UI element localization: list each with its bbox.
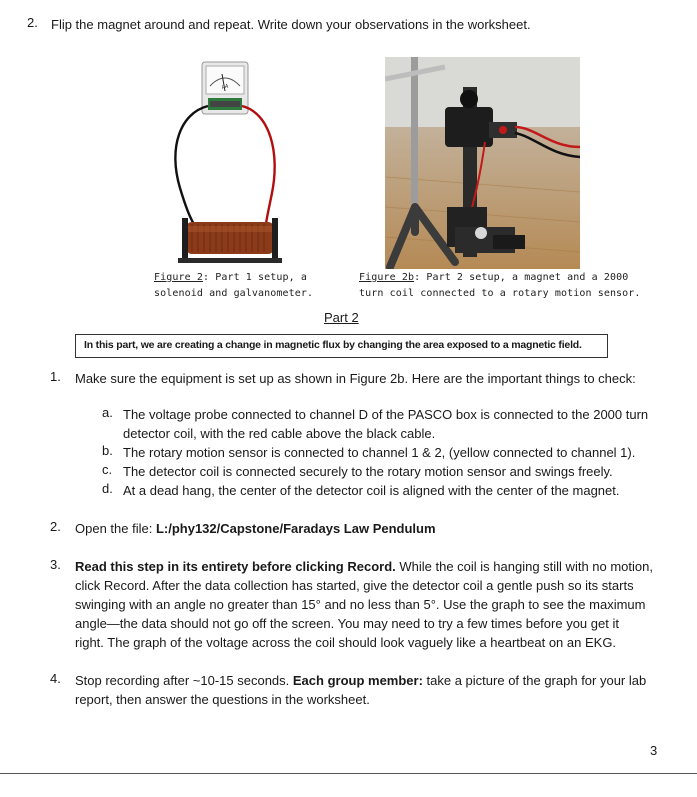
figure-part1-photo [150,58,290,265]
sublist-text: The detector coil is connected securely to the rotary motion sensor and swings freely. [123,464,613,479]
sublist-letter: d. [102,481,113,496]
sublist-text: The rotary motion sensor is connected to channel 1 & 2, (yellow connected to channel 1). [123,445,636,460]
figure2-caption-line1: : Part 2 setup, a magnet and a 2000 [414,272,629,283]
step-text-line: take a picture of the graph for your lab [422,673,647,688]
sublist-text: At a dead hang, the center of the detector coil is aligned with the center of the magnet. [123,483,620,498]
sublist-letter: b. [102,443,113,458]
sublist-letter: a. [102,405,113,420]
list-number: 3. [50,557,61,572]
list-number: 2. [50,519,61,534]
page-number: 3 [650,743,658,758]
sublist-text: The voltage probe connected to channel D of the PASCO box is connected to the 2000 turn [123,407,649,422]
list-item-text [75,519,436,538]
page-divider [0,773,697,774]
figure2-caption [359,270,641,302]
list-item-text [75,671,646,690]
step-text-line: angle—the data should not go off the screen. You may need to try a few times before you get it [75,616,619,631]
step-text-line: report, then answer the questions in the worksheet. [75,692,370,707]
file-path: L:/phy132/Capstone/Faradays Law Pendulum [155,521,436,536]
group-member-label: Each group member: [292,673,423,688]
step-number: 2. [27,15,38,30]
step-text-line: Stop recording after ~10-15 seconds. [75,673,293,688]
figure1-caption-line1: : Part 1 setup, a [202,272,308,283]
open-file-label: Open the file: [75,521,156,536]
list-item-text: Make sure the equipment is set up as shown in Figure 2b. Here are the important things to check: [75,371,636,386]
step-text-line: While the coil is hanging still with no motion, [395,559,653,574]
figure-part2-photo [385,57,580,269]
intro-box: In this part, we are creating a change in magnetic flux by changing the area exposed to a magnetic field. [75,334,608,358]
step-text-line: swinging with an angle no greater than 15° and no less than 5°. Use the graph to see the maximum [75,597,646,612]
step-text-line: right. The graph of the voltage across the coil should look vaguely like a heartbeat on an EKG. [75,635,617,650]
step-text: Flip the magnet around and repeat. Write down your observations in the worksheet. [51,17,531,32]
list-number: 1. [50,369,61,384]
step-warning: Read this step in its entirety before clicking Record. [75,559,396,574]
figure1-caption [154,270,313,302]
list-number: 4. [50,671,61,686]
section-title: Part 2 [324,310,359,325]
figure1-caption-line2: solenoid and galvanometer. [154,288,314,299]
figure2-label: Figure 2b [359,272,415,283]
meter-unit-label: μA [221,84,229,90]
sublist-text: detector coil, with the red cable above the black cable. [123,426,436,441]
figure2-caption-line2: turn coil connected to a rotary motion sensor. [359,288,641,299]
figure1-label: Figure 2 [154,272,203,283]
list-item-text [75,557,653,576]
sublist-letter: c. [102,462,113,477]
step-text-line: click Record. After the data collection has started, give the detector coil a gentle push so its starts [75,578,634,593]
